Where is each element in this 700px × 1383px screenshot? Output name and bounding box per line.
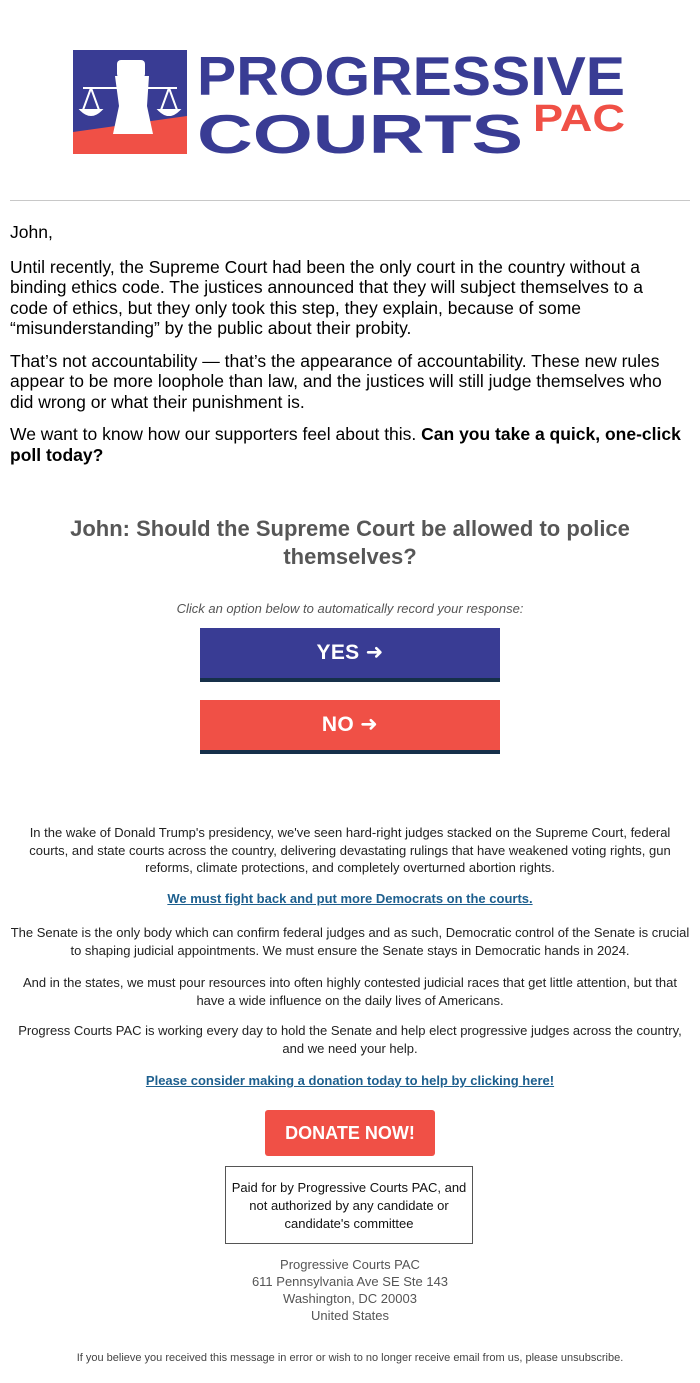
letter-body — [10, 222, 682, 477]
letter-paragraph-3-text: We want to know how our supporters feel about this. — [10, 424, 422, 444]
greeting: John, — [10, 222, 53, 242]
donation-link[interactable]: Please consider making a donation today to help by clicking here! — [145, 1073, 555, 1088]
logo-line-courts: COURTS — [197, 103, 523, 158]
progressive-courts-pac-logo — [73, 46, 628, 158]
footer-link-donation-wrap — [10, 1072, 690, 1090]
paid-for-disclaimer: Paid for by Progressive Courts PAC, and not authorized by any candidate or candidate's committee — [225, 1166, 473, 1244]
mailing-address — [0, 1256, 700, 1324]
header-divider — [10, 200, 690, 201]
letter-paragraph-3-callout: Can you take a quick, one-click poll today? — [10, 424, 681, 465]
donate-now-button[interactable]: DONATE NOW! — [265, 1110, 435, 1156]
letter-paragraph-1: Until recently, the Supreme Court had been the only court in the country without a binding ethics code. The justices announced that they will subject themselves to a code of ethics, but they only took this step, they explain, because of some “misunderstanding” by the public about their probity. — [10, 256, 643, 338]
logo-line-progressive: PROGRESSIVE — [197, 46, 625, 107]
fight-back-link[interactable]: We must fight back and put more Democrats on the courts. — [167, 891, 533, 906]
address-name: Progressive Courts PAC — [280, 1257, 420, 1272]
poll-instruction: Click an option below to automatically record your response: — [176, 601, 524, 616]
unsubscribe-notice[interactable]: If you believe you received this message in error or wish to no longer receive email from us, please unsubscribe. — [76, 1352, 624, 1364]
address-country: United States — [310, 1308, 390, 1323]
footer-paragraph-4: Progress Courts PAC is working every day to hold the Senate and help elect progressive judges across the country, and we need your help. — [18, 1023, 682, 1056]
address-city: Washington, DC 20003 — [283, 1291, 417, 1306]
poll-yes-button[interactable]: YES ➜ — [200, 628, 500, 682]
address-street: 611 Pennsylvania Ave SE Ste 143 — [251, 1274, 449, 1289]
email-header — [0, 0, 700, 200]
footer-paragraph-1: In the wake of Donald Trump's presidency, we've seen hard-right judges stacked on the Supreme Court, federal courts, and state courts across the country, delivering devastating rulings that have weakened voting rights, gun reforms, climate protections, and completely overturned abortion rights. — [29, 825, 671, 875]
footer-link-fight-back-wrap — [10, 890, 690, 908]
logo-pac: PAC — [533, 98, 625, 140]
letter-paragraph-3 — [10, 424, 682, 465]
footer-paragraph-2: The Senate is the only body which can confirm federal judges and as such, Democratic control of the Senate is crucial to shaping judicial appointments. We must ensure the Senate stays in Democratic hands in 2024. — [10, 925, 690, 958]
poll-no-button[interactable]: NO ➜ — [200, 700, 500, 754]
letter-paragraph-2: That’s not accountability — that’s the appearance of accountability. These new rules appear to be more loophole than law, and the justices will still judge themselves who did wrong or what their punishment is. — [10, 350, 662, 412]
footer-paragraph-3: And in the states, we must pour resources into often highly contested judicial races that get little attention, but that have a wide influence on the daily lives of Americans. — [23, 975, 677, 1008]
poll-question: John: Should the Supreme Court be allowed to police themselves? — [70, 516, 630, 569]
